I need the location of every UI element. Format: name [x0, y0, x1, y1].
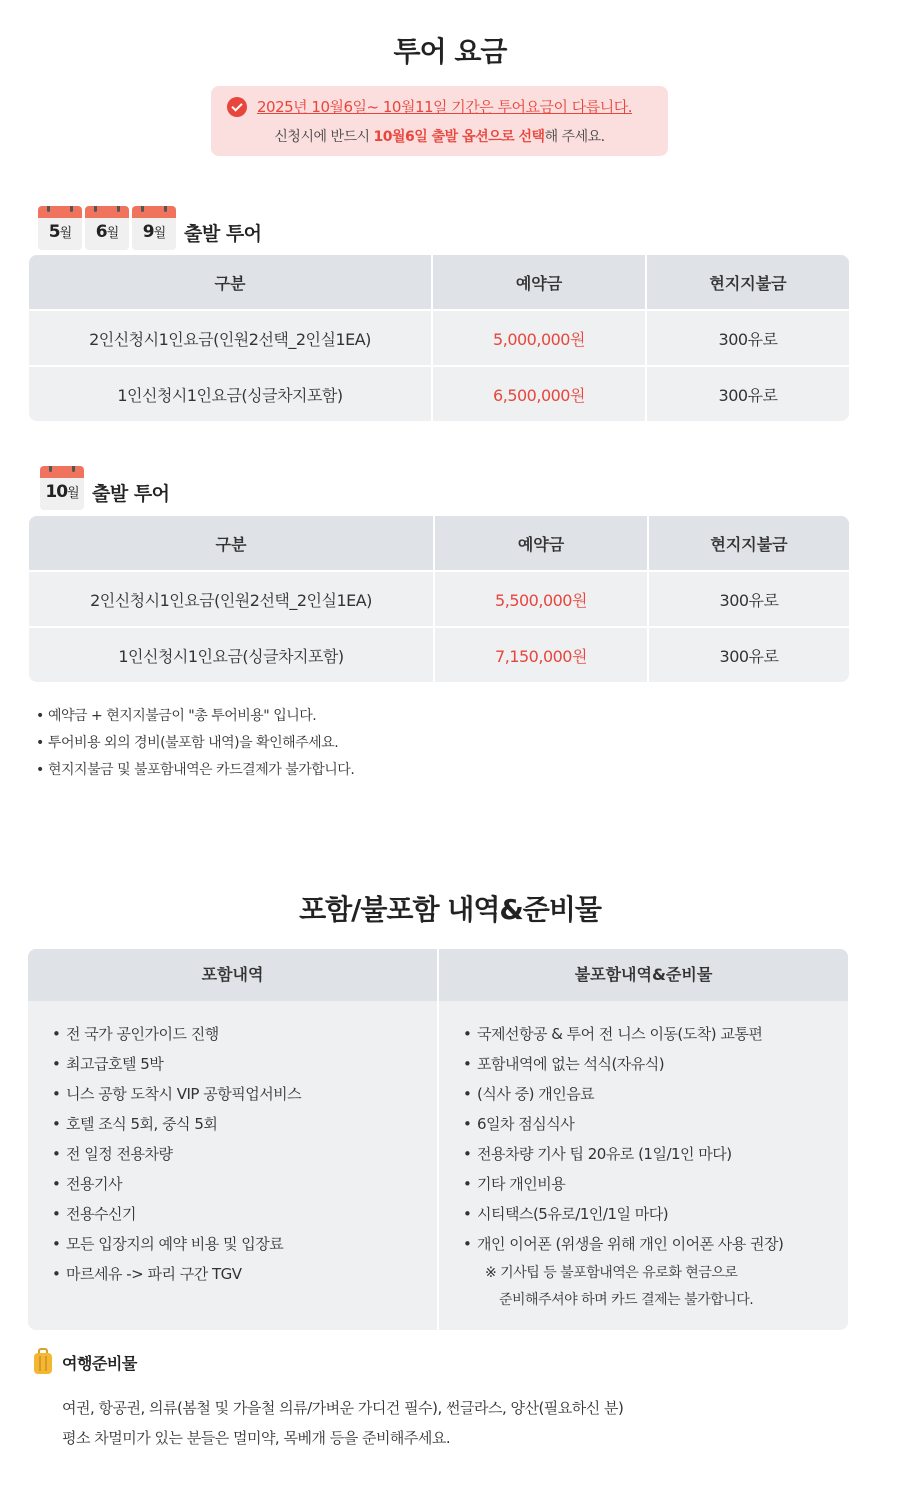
calendar-icon-may [38, 206, 82, 250]
excluded-memo-line-2: 준비해주셔야 하며 카드 결제는 불가합니다. [499, 1292, 754, 1308]
table-header-row [29, 255, 849, 309]
preparation-heading [34, 1348, 137, 1376]
notice-line-2-after: 해 주세요. [544, 129, 605, 145]
header-category: 구분 [29, 516, 433, 570]
list-item: • (식사 중) 개인음료 [463, 1079, 848, 1109]
excluded-header: 불포함내역&준비물 [439, 949, 848, 1001]
list-item: • 마르세유 -> 파리 구간 TGV [52, 1259, 437, 1289]
list-item: • 호텔 조식 5회, 중식 5회 [52, 1109, 437, 1139]
month-suffix: 월 [59, 226, 72, 241]
header-local-payment: 현지지불금 [647, 516, 849, 570]
row-deposit: 7,150,000원 [433, 626, 647, 682]
price-table-may-jun-sep [29, 255, 849, 421]
row-local-payment: 300유로 [645, 309, 849, 365]
notice-highlight: 10월6일 출발 옵션으로 선택 [373, 129, 545, 145]
list-item: • 전 국가 공인가이드 진행 [52, 1019, 437, 1049]
row-local-payment: 300유로 [647, 626, 849, 682]
calendar-icon-september [132, 206, 176, 250]
fee-notes-list [36, 703, 354, 784]
table-header-row [29, 516, 849, 570]
table-row [29, 626, 849, 682]
preparation-line: 평소 차멀미가 있는 분들은 멀미약, 목베개 등을 준비해주세요. [62, 1429, 451, 1447]
excluded-memo-line-1: ※ 기사팁 등 불포함내역은 유로화 현금으로 [485, 1265, 738, 1281]
check-circle-icon [227, 97, 247, 117]
month-number: 10 [45, 482, 68, 502]
included-column [28, 949, 437, 1330]
calendar-icon-june [85, 206, 129, 250]
header-deposit: 예약금 [433, 516, 647, 570]
table-row [29, 570, 849, 626]
list-item: • 투어비용 외의 경비(불포함 내역)을 확인해주세요. [36, 730, 354, 757]
notice-line-2-before: 신청시에 반드시 [274, 129, 374, 145]
section-heading-may-jun-sep [38, 206, 262, 250]
month-number: 9 [142, 222, 154, 242]
list-item: • 포함내역에 없는 석식(자유식) [463, 1049, 848, 1079]
included-header: 포함내역 [28, 949, 437, 1001]
tour-fee-title: 투어 요금 [393, 35, 507, 68]
section-label: 출발 투어 [92, 482, 170, 505]
list-item: • 현지지불금 및 불포함내역은 카드결제가 불가합니다. [36, 757, 354, 784]
list-item: • 예약금 + 현지지불금이 "총 투어비용" 입니다. [36, 703, 354, 730]
header-deposit: 예약금 [431, 255, 645, 309]
row-deposit: 5,000,000원 [431, 309, 645, 365]
month-suffix: 월 [106, 226, 119, 241]
included-list [28, 1001, 437, 1289]
price-table-october [29, 516, 849, 682]
list-item: • 전용기사 [52, 1169, 437, 1199]
preparation-title: 여행준비물 [62, 1353, 137, 1373]
date-notice-box [211, 86, 668, 156]
list-item: • 모든 입장지의 예약 비용 및 입장료 [52, 1229, 437, 1259]
list-item: • 국제선항공 & 투어 전 니스 이동(도착) 교통편 [463, 1019, 848, 1049]
row-deposit: 6,500,000원 [431, 365, 645, 421]
row-category: 1인신청시1인요금(싱글차지포함) [29, 365, 431, 421]
excluded-column [437, 949, 848, 1330]
list-item: • 6일차 점심식사 [463, 1109, 848, 1139]
excluded-list [439, 1001, 848, 1259]
row-local-payment: 300유로 [647, 570, 849, 626]
inclusions-table [28, 949, 848, 1330]
inclusions-title: 포함/불포함 내역&준비물 [299, 893, 601, 926]
list-item: • 전 일정 전용차량 [52, 1139, 437, 1169]
suitcase-icon [34, 1348, 52, 1376]
list-item: • 전용차량 기사 팁 20유로 (1일/1인 마다) [463, 1139, 848, 1169]
list-item: • 최고급호텔 5박 [52, 1049, 437, 1079]
row-deposit: 5,500,000원 [433, 570, 647, 626]
preparation-line: 여권, 항공권, 의류(봄철 및 가을철 의류/가벼운 가디건 필수), 썬글라스, 양산(필요하신 분) [62, 1399, 624, 1417]
notice-line-2 [211, 126, 668, 146]
month-number: 5 [48, 222, 60, 242]
header-local-payment: 현지지불금 [645, 255, 849, 309]
list-item: • 시티택스(5유로/1인/1일 마다) [463, 1199, 848, 1229]
month-suffix: 월 [67, 486, 79, 501]
list-item: • 기타 개인비용 [463, 1169, 848, 1199]
preparation-text [62, 1393, 623, 1453]
notice-line-1: 2025년 10월6일~ 10월11일 기간은 투어요금이 다릅니다. [257, 98, 632, 116]
header-category: 구분 [29, 255, 431, 309]
row-category: 1인신청시1인요금(싱글차지포함) [29, 626, 433, 682]
row-category: 2인신청시1인요금(인원2선택_2인실1EA) [29, 309, 431, 365]
month-number: 6 [95, 222, 107, 242]
section-label: 출발 투어 [184, 222, 262, 245]
section-heading-october [40, 466, 170, 510]
table-row [29, 365, 849, 421]
row-local-payment: 300유로 [645, 365, 849, 421]
month-suffix: 월 [153, 226, 166, 241]
list-item: • 니스 공항 도착시 VIP 공항픽업서비스 [52, 1079, 437, 1109]
row-category: 2인신청시1인요금(인원2선택_2인실1EA) [29, 570, 433, 626]
calendar-icon-october [40, 466, 84, 510]
table-row [29, 309, 849, 365]
list-item: • 개인 이어폰 (위생을 위해 개인 이어폰 사용 권장) [463, 1229, 848, 1259]
list-item: • 전용수신기 [52, 1199, 437, 1229]
